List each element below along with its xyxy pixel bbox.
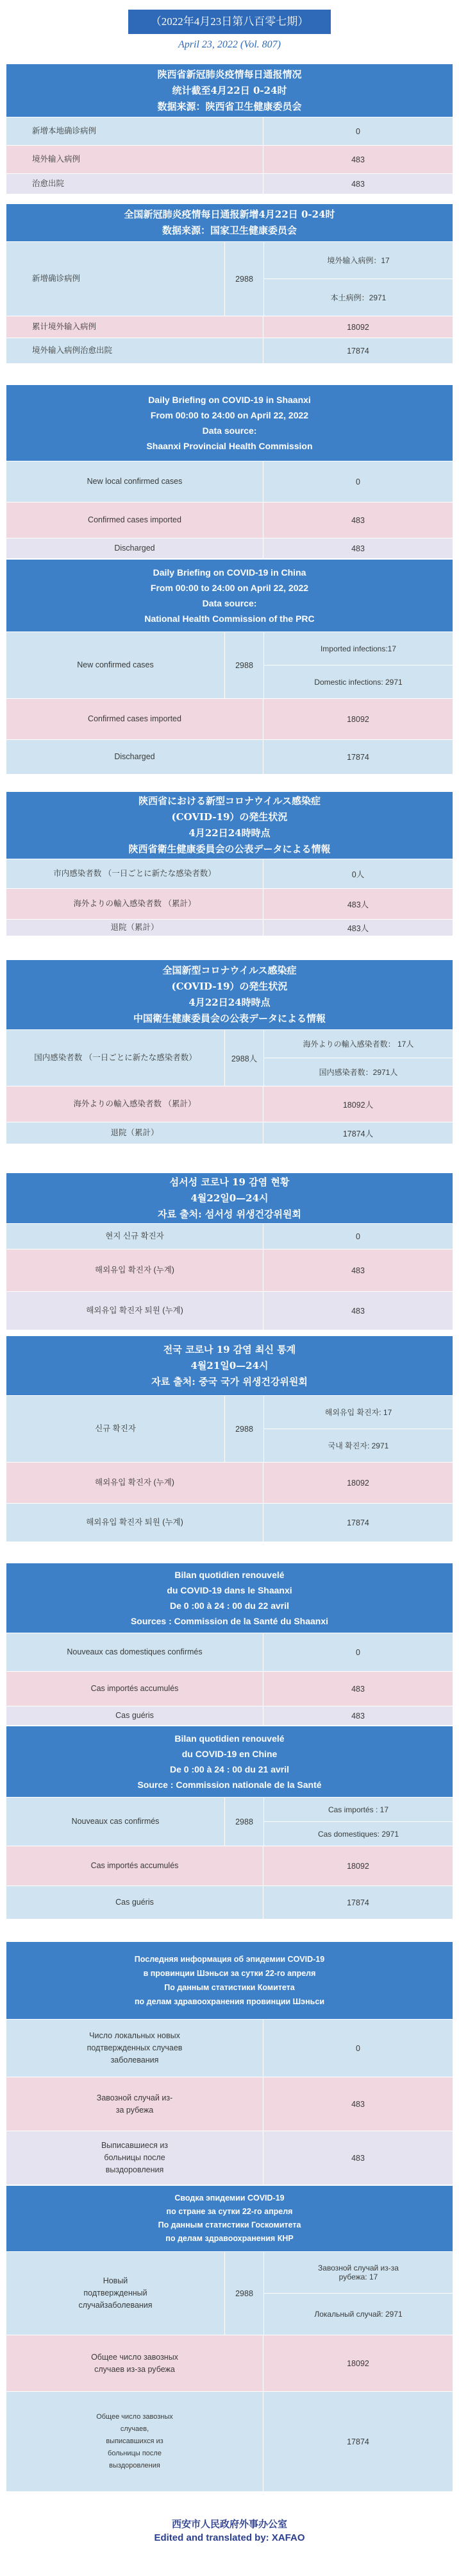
fr-national-table [6, 1726, 453, 1919]
ja-shaanxi-header: 陝西省における新型コロナウイルス感染症 (COVID-19）の発生状況 4月22日24時時点 陝西省衛生健康委員会の公表データによる情報 [6, 792, 453, 859]
ru-shaanxi-table [6, 1942, 453, 2185]
cn-national-header: 全国新冠肺炎疫情每日通报新增4月22日 0-24时 数据来源：国家卫生健康委员会 [6, 204, 453, 241]
table-row: 海外よりの輸入感染者数 （累計） 18092人 [6, 1086, 453, 1122]
ko-national-table [6, 1336, 453, 1541]
table-row: 境外输入病例 483 [6, 145, 453, 173]
table-row: 해외유입 확진자 (누계) 483 [6, 1249, 453, 1291]
cn-shaanxi-table [6, 64, 453, 194]
issue-subtitle: April 23, 2022 (Vol. 807) [178, 39, 281, 50]
table-row: Discharged 17874 [6, 739, 453, 774]
table-row: 治愈出院 483 [6, 173, 453, 194]
table-row: 退院（累計） 483人 [6, 919, 453, 936]
ru-shaanxi-header: Последняя информация об эпидемии COVID-19 в провинции Шэньси за сутки 22-го апреля По данным статистики Комитета по делам здравоохранения провинции Шэньси [6, 1942, 453, 2019]
ja-national-header: 全国新型コロナウイルス感染症 (COVID-19）の発生状況 4月22日24時時点 中国衛生健康委員会の公表データによる情報 [6, 960, 453, 1029]
footer-cn: 西安市人民政府外事办公室 [171, 2518, 287, 2530]
ko-shaanxi-header: 섬서성 코로나 19 감염 현황 4월22일0—24시 자료 출처: 섬서성 위생건강위원회 [6, 1173, 453, 1223]
ja-national-table [6, 960, 453, 1144]
ru-national-header: Сводка эпидемии COVID-19 по стране за сутки 22-го апреля По данным статистики Госкомитета по делам здравоохранения КНР [6, 2186, 453, 2251]
table-row: Discharged 483 [6, 538, 453, 558]
cn-shaanxi-header: 陕西省新冠肺炎疫情每日通报情况 统计截至4月22日 0-24时 数据来源：陕西省卫生健康委员会 [6, 64, 453, 117]
table-row: Cas guéris 17874 [6, 1885, 453, 1919]
table-row: Новый подтвержденный случайзаболевания 2988 Завозной случай из-за рубежа: 17 Локальный случай: 2971 [6, 2251, 453, 2335]
en-shaanxi-table [6, 385, 453, 558]
table-row: New local confirmed cases 0 [6, 461, 453, 502]
en-shaanxi-header: Daily Briefing on COVID-19 in Shaanxi From 00:00 to 24:00 on April 22, 2022 Data source: Shaanxi Provincial Health Commission [6, 385, 453, 461]
table-row: 国内感染者数 （一日ごとに新たな感染者数） 2988人 海外よりの輸入感染者数： 17人 国内感染者数：2971人 [6, 1029, 453, 1086]
footer-en: Edited and translated by: XAFAO [154, 2532, 305, 2543]
issue-title: （2022年4月23日第八百零七期） [128, 10, 331, 34]
table-row: 退院（累計） 17874人 [6, 1122, 453, 1144]
table-row: 累计境外输入病例 18092 [6, 316, 453, 338]
table-row: Общее число завозных случаев, выписавшихся из больницы после выздоровления 17874 [6, 2391, 453, 2491]
table-row: 현지 신규 확진자 0 [6, 1223, 453, 1249]
table-row: 新增本地确诊病例 0 [6, 117, 453, 145]
ko-national-header: 전국 코로나 19 감염 최신 통계 4월21일0—24시 자료 출처: 중국 국가 위생건강위원회 [6, 1336, 453, 1395]
fr-shaanxi-header: Bilan quotidien renouvelé du COVID-19 dans le Shaanxi De 0 :00 à 24 : 00 du 22 avril Sources : Commission de la Santé du Shaanxi [6, 1563, 453, 1633]
en-national-table [6, 560, 453, 774]
ru-national-table [6, 2186, 453, 2491]
table-row: Cas guéris 483 [6, 1706, 453, 1725]
table-row: Nouveaux cas domestiques confirmés 0 [6, 1633, 453, 1671]
cn-national-table [6, 204, 453, 363]
ko-shaanxi-table [6, 1173, 453, 1330]
table-row: 市内感染者数 （一日ごとに新たな感染者数） 0人 [6, 859, 453, 888]
table-row: Общее число завозных случаев из-за рубежа 18092 [6, 2335, 453, 2391]
table-row: Число локальных новых подтвержденных случаев заболевания 0 [6, 2019, 453, 2077]
ja-shaanxi-table [6, 792, 453, 936]
table-row: Cas importés accumulés 483 [6, 1671, 453, 1706]
fr-national-header: Bilan quotidien renouvelé du COVID-19 en Chine De 0 :00 à 24 : 00 du 21 avril Source : Commission nationale de la Santé [6, 1726, 453, 1797]
table-row: 신규 확진자 2988 해외유입 확진자: 17 국내 확진자: 2971 [6, 1395, 453, 1462]
table-row: 해외유입 확진자 (누계) 18092 [6, 1462, 453, 1503]
en-national-header: Daily Briefing on COVID-19 in China From 00:00 to 24:00 on April 22, 2022 Data source: National Health Commission of the PRC [6, 560, 453, 631]
table-row: 境外输入病例治愈出院 17874 [6, 338, 453, 363]
table-row: Nouveaux cas confirmés 2988 Cas importés : 17 Cas domestiques: 2971 [6, 1797, 453, 1846]
table-row: Выписавшиеся из больницы после выздоровления 483 [6, 2131, 453, 2185]
table-row: New confirmed cases 2988 Imported infections:17 Domestic infections: 2971 [6, 631, 453, 698]
fr-shaanxi-table [6, 1563, 453, 1725]
table-row: 해외유입 확진자 퇴원 (누계) 17874 [6, 1503, 453, 1541]
table-row: 海外よりの輸入感染者数 （累計） 483人 [6, 888, 453, 919]
table-row: 해외유입 확진자 퇴원 (누계) 483 [6, 1291, 453, 1330]
table-row: Confirmed cases imported 18092 [6, 698, 453, 739]
table-row: Confirmed cases imported 483 [6, 502, 453, 538]
table-row: Cas importés accumulés 18092 [6, 1846, 453, 1885]
table-row: 新增确诊病例 2988 境外输入病例：17 本土病例：2971 [6, 241, 453, 316]
table-row: Завозной случай из-за рубежа 483 [6, 2077, 453, 2131]
